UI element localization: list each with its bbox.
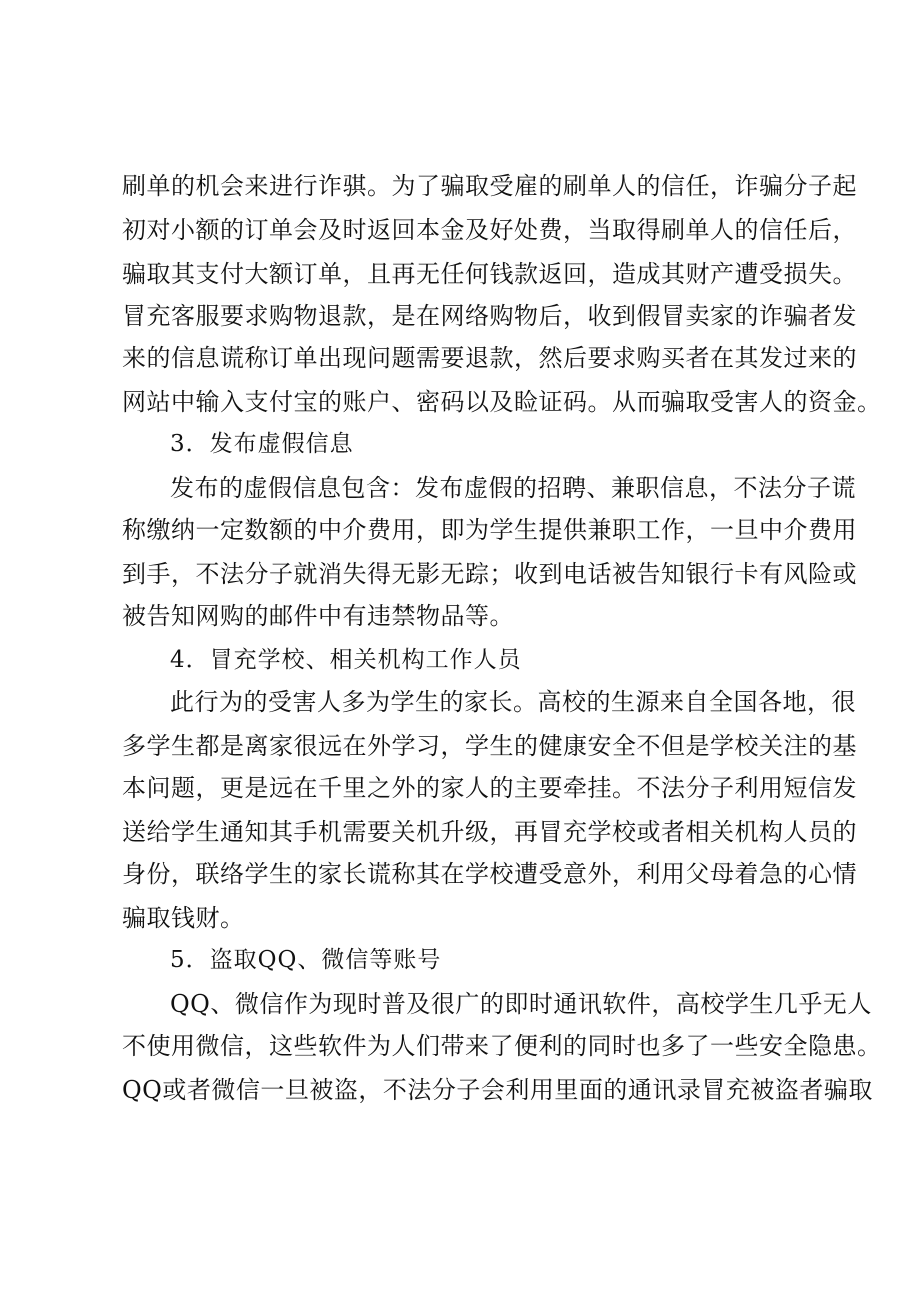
paragraph-line: 冒充客服要求购物退款，是在网络购物后，收到假冒卖家的诈骗者发 [122, 302, 857, 330]
paragraph-line: QQ或者微信一旦被盗，不法分子会利用里面的通讯录冒充被盗者骗取 [122, 1076, 873, 1104]
paragraph-line: 骗取钱财。 [122, 904, 245, 932]
paragraph-line: 送给学生通知其手机需要关机升级，再冒充学校或者相关机构人员的 [122, 818, 857, 846]
paragraph-line: 刷单的机会来进行诈骐。为了骗取受雇的刷单人的信任，诈骗分子起 [122, 172, 857, 200]
section-heading: 3．发布虚假信息 [170, 431, 354, 457]
section-heading: 4．冒充学校、相关机构工作人员 [170, 647, 522, 673]
paragraph-line: 来的信息谎称订单出现问题需要退款，然后要求购买者在其发过来的 [122, 344, 857, 372]
paragraph-line: 多学生都是离家很远在外学习，学生的健康安全不但是学校关注的基 [122, 732, 857, 760]
paragraph-line: 网站中输入支付宝的账户、密码以及睑证码。从而骗取受害人的资金。 [122, 388, 882, 416]
paragraph-line: 本问题，更是远在千里之外的家人的主要牵挂。不法分子利用短信发 [122, 774, 857, 802]
paragraph-line: QQ、微信作为现时普及很广的即时通讯软件，高校学生几乎无人 [170, 990, 872, 1018]
paragraph-line: 称缴纳一定数额的中介费用，即为学生提供兼职工作，一旦中介费用 [122, 516, 857, 544]
paragraph-line: 到手，不法分子就消失得无影无踪；收到电话被告知银行卡有风险或 [122, 560, 857, 588]
paragraph-line: 此行为的受害人多为学生的家长。高校的生源来自全国各地，很 [170, 688, 856, 716]
paragraph-line: 发布的虚假信息包含：发布虚假的招聘、兼职信息，不法分子谎 [170, 474, 856, 502]
section-heading: 5．盗取QQ、微信等账号 [170, 947, 442, 973]
paragraph-line: 不使用微信，这些软件为人们带来了便利的同时也多了一些安全隐患。 [122, 1032, 882, 1060]
paragraph-line: 初对小额的订单会及时返回本金及好处费，当取得刷单人的信任后， [122, 216, 857, 244]
paragraph-line: 被告知网购的邮件中有违禁物品等。 [122, 602, 514, 630]
paragraph-line: 身份，联络学生的家长谎称其在学校遭受意外，利用父母着急的心情 [122, 860, 857, 888]
paragraph-line: 骗取其支付大额订单，且再无任何钱款返回，造成其财产遭受损失。 [122, 260, 857, 288]
